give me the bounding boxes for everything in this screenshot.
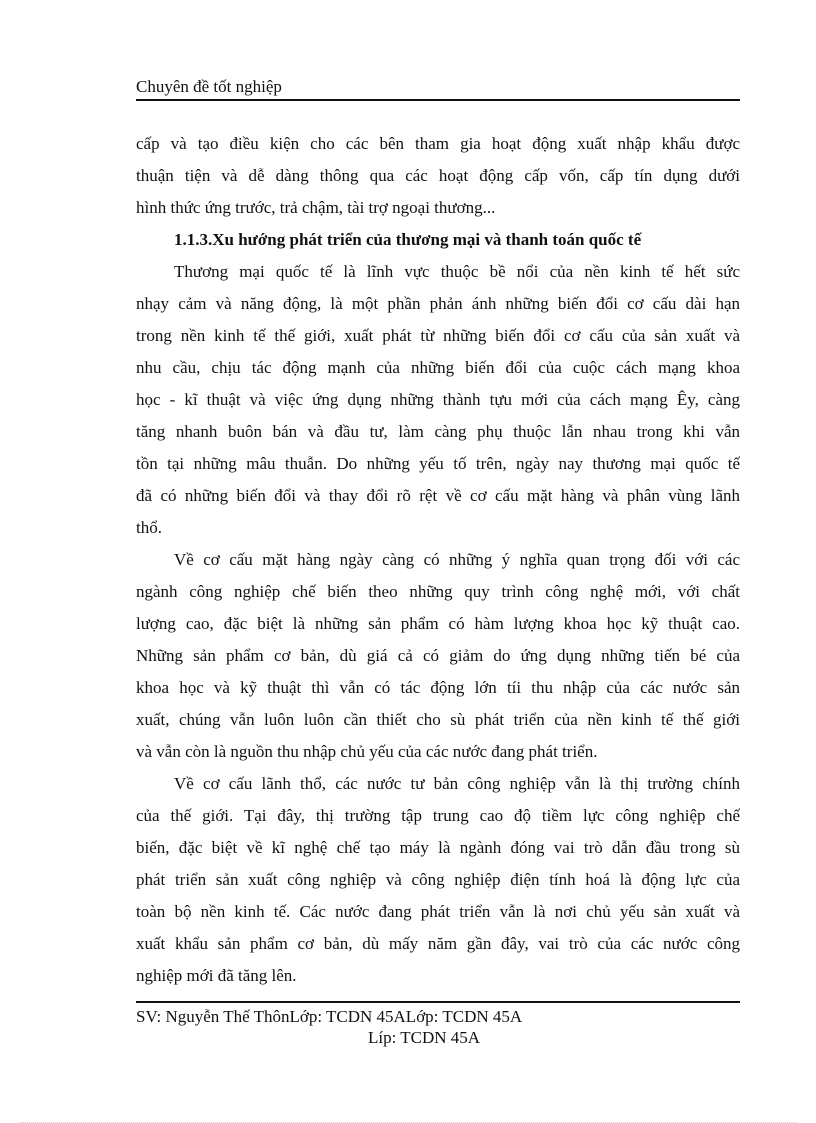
text-line: phát triển sản xuất công nghiệp và công nghiệp điện tính hoá là động lực của [136, 870, 740, 889]
text-line: đã có những biến đổi và thay đổi rõ rệt về cơ cấu mặt hàng và phân vùng lãnh [136, 486, 740, 505]
header-rule [136, 99, 740, 101]
document-body [136, 128, 740, 992]
text-line: tăng nhanh buôn bán và đầu tư, làm càng phụ thuộc lẫn nhau trong khi vẫn [136, 422, 740, 441]
text-line: nghiệp mới đã tăng lên. [136, 966, 297, 985]
text-line: trong nền kinh tế thế giới, xuất phát từ những biến đổi cơ cấu của sản xuất và [136, 326, 740, 345]
text-line: toàn bộ nền kinh tế. Các nước đang phát triển vẫn là nơi chủ yếu sản xuất và [136, 902, 740, 921]
text-line: của thế giới. Tại đây, thị trường tập trung cao độ tiềm lực công nghiệp chế [136, 806, 740, 825]
text-line: khoa học và kỹ thuật thì vẫn có tác động lớn tíi thu nhập của các nước sản [136, 678, 740, 697]
text-line: nhu cầu, chịu tác động mạnh của những biến đổi của cuộc cách mạng khoa [136, 358, 740, 377]
page-header: Chuyên đề tốt nghiệp [136, 77, 282, 96]
paragraph-product-structure [136, 544, 740, 768]
paragraph-trade-overview [136, 256, 740, 544]
text-line: thuận tiện và dễ dàng thông qua các hoạt động cấp vốn, cấp tín dụng dưới [136, 166, 740, 185]
footer-rule [136, 1001, 740, 1003]
page-footer [136, 1006, 740, 1048]
text-line: Về cơ cấu mặt hàng ngày càng có những ý nghĩa quan trọng đối với các [174, 550, 740, 569]
footer-class-line: Líp: TCDN 45A [368, 1028, 481, 1047]
paragraph-territorial-structure [136, 768, 740, 992]
paragraph-intro-continued [136, 128, 740, 224]
text-line: Những sản phẩm cơ bản, dù giá cả có giảm do ứng dụng những tiến bé của [136, 646, 740, 665]
text-line: lượng cao, đặc biệt là những sản phẩm có hàm lượng khoa học kỹ thuật cao. [136, 614, 740, 633]
section-heading: 1.1.3.Xu hướng phát triển của thương mại và thanh toán quốc tế [174, 230, 642, 249]
text-line: Thương mại quốc tế là lĩnh vực thuộc bề nổi của nền kinh tế hết sức [174, 262, 740, 281]
text-line: hình thức ứng trước, trả chậm, tài trợ ngoại thương... [136, 198, 496, 217]
footer-student-line: SV: Nguyễn Thế ThônLớp: TCDN 45ALớp: TCDN 45A [136, 1007, 523, 1026]
text-line: tồn tại những mâu thuẫn. Do những yếu tố trên, ngày nay thương mại quốc tế [136, 454, 740, 473]
text-line: nhạy cảm và năng động, là một phần phản ánh những biến đổi cơ cấu dài hạn [136, 294, 740, 313]
text-line: ngành công nghiệp chế biến theo những quy trình công nghệ mới, với chất [136, 582, 740, 601]
text-line: xuất, chúng vẫn luôn luôn cần thiết cho sù phát triển của nền kinh tế thế giới [136, 710, 740, 729]
text-line: học - kĩ thuật và việc ứng dụng những thành tựu mới của cách mạng Êy, càng [136, 390, 740, 409]
text-line: xuất khẩu sản phẩm cơ bản, dù mấy năm gần đây, vai trò của các nước công [136, 934, 740, 953]
text-line: Về cơ cấu lãnh thổ, các nước tư bản công nghiệp vẫn là thị trường chính [174, 774, 740, 793]
text-line: cấp và tạo điều kiện cho các bên tham gia hoạt động xuất nhập khẩu được [136, 134, 740, 153]
text-line: và vẫn còn là nguồn thu nhập chủ yếu của các nước đang phát triển. [136, 742, 598, 761]
text-line: biến, đặc biệt về kĩ nghệ chế tạo máy là ngành đóng vai trò dẫn đầu trong sù [136, 838, 740, 857]
text-line: thổ. [136, 518, 162, 537]
